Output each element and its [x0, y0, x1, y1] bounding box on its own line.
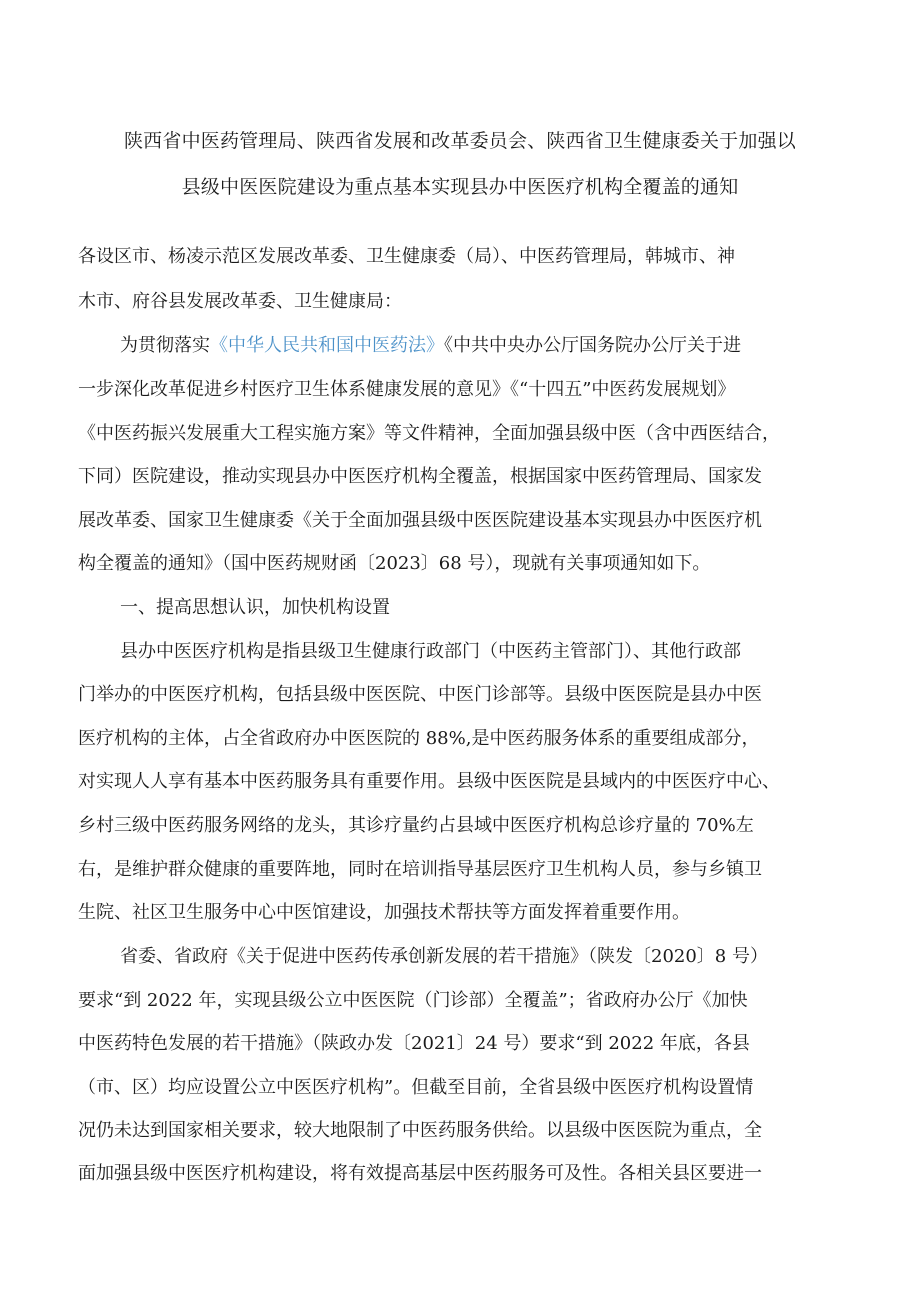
para-2-line-5: 况仍未达到国家相关要求，较大地限制了中医药服务供给。以县级中医医院为重点，全: [78, 1120, 762, 1141]
addressee-line-2: 木市、府谷县发展改革委、卫生健康局：: [78, 291, 402, 312]
para-2-line-6: 面加强县级中医医疗机构建设，将有效提高基层中医药服务可及性。各相关县区要进一: [78, 1163, 762, 1184]
document-title-line-1: 陕西省中医药管理局、陕西省发展和改革委员会、陕西省卫生健康委关于加强以: [123, 130, 796, 152]
para-1-line-1: 县办中医医疗机构是指县级卫生健康行政部门（中医药主管部门）、其他行政部: [120, 641, 741, 662]
para-2-line-1: 省委、省政府《关于促进中医药传承创新发展的若干措施》（陕发〔2020〕8 号）: [120, 946, 768, 967]
intro-suffix: 《中共中央办公厅国务院办公厅关于进: [444, 335, 741, 356]
intro-line-4: 下同）医院建设，推动实现县办中医医疗机构全覆盖，根据国家中医药管理局、国家发: [78, 466, 762, 487]
para-1-line-2: 门举办的中医医疗机构，包括县级中医医院、中医门诊部等。县级中医医院是县办中医: [78, 684, 762, 705]
para-2-line-3: 中医药特色发展的若干措施》（陕政办发〔2021〕24 号）要求“到 2022 年底，各县: [78, 1033, 750, 1054]
para-2-line-2: 要求“到 2022 年，实现县级公立中医医院（门诊部）全覆盖”；省政府办公厅《加快: [78, 990, 748, 1011]
intro-line-1: [120, 334, 848, 358]
para-2-line-4: （市、区）均应设置公立中医医疗机构”。但截至目前，全省县级中医医疗机构设置情: [78, 1077, 754, 1098]
para-1-line-6: 右，是维护群众健康的重要阵地，同时在培训指导基层医疗卫生机构人员，参与乡镇卫: [78, 859, 762, 880]
intro-prefix: 为贯彻落实: [120, 335, 210, 356]
para-1-line-3: 医疗机构的主体，占全省政府办中医医院的 88%,是中医药服务体系的重要组成部分，: [78, 728, 760, 749]
intro-line-6: 构全覆盖的通知》（国中医药规财函〔2023〕68 号），现就有关事项通知如下。: [78, 553, 711, 574]
para-1-line-5: 乡村三级中医药服务网络的龙头，其诊疗量约占县域中医医疗机构总诊疗量的 70%左: [78, 815, 754, 836]
law-link[interactable]: 《中华人民共和国中医药法》: [210, 335, 444, 356]
document-title-line-2: 县级中医医院建设为重点基本实现县办中医医疗机构全覆盖的通知: [181, 176, 739, 198]
intro-line-2: 一步深化改革促进乡村医疗卫生体系健康发展的意见》《“十四五”中医药发展规划》: [78, 379, 736, 400]
para-1-line-7: 生院、社区卫生服务中心中医馆建设，加强技术帮扶等方面发挥着重要作用。: [78, 902, 690, 923]
intro-line-5: 展改革委、国家卫生健康委《关于全面加强县级中医医院建设基本实现县办中医医疗机: [78, 510, 762, 531]
para-1-line-4: 对实现人人享有基本中医药服务具有重要作用。县级中医医院是县域内的中医医疗中心、: [78, 771, 780, 792]
intro-line-3: 《中医药振兴发展重大工程实施方案》等文件精神，全面加强县级中医（含中西医结合，: [78, 423, 780, 444]
addressee-line-1: 各设区市、杨凌示范区发展改革委、卫生健康委（局）、中医药管理局，韩城市、神: [78, 246, 735, 267]
section-1-heading: 一、提高思想认识，加快机构设置: [120, 597, 390, 618]
